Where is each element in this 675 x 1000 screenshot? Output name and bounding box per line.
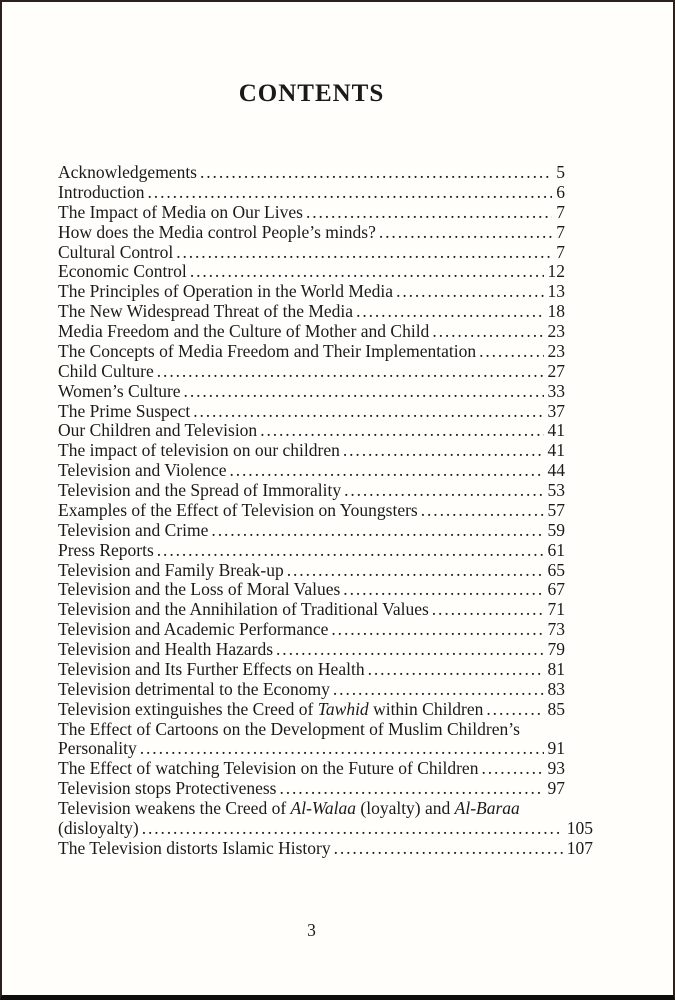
- dot-leader: [157, 541, 544, 561]
- toc-entry-title: Introduction: [58, 181, 145, 202]
- dot-leader: [343, 441, 544, 461]
- toc-row: [58, 461, 565, 481]
- toc-entry-title: Child Culture: [58, 360, 154, 381]
- toc-row: [58, 322, 565, 342]
- toc-entry-page: 18: [547, 301, 565, 322]
- toc-entry-page: 37: [547, 400, 565, 421]
- toc-row: [58, 779, 565, 799]
- dot-leader: [142, 819, 563, 839]
- page-title: CONTENTS: [238, 80, 385, 107]
- toc-entry-title: Television and Health Hazards: [58, 639, 274, 659]
- toc-entry-page: 59: [547, 519, 565, 540]
- toc-entry-title: Press Reports: [58, 539, 154, 560]
- dot-leader: [396, 282, 543, 302]
- toc-entry-title: Television extinguishes the Creed of Tawhid within Children: [58, 698, 484, 719]
- toc-row: [58, 302, 565, 322]
- toc-row: [58, 680, 565, 700]
- toc-row: [58, 759, 565, 779]
- toc-entry-page: 81: [547, 658, 565, 679]
- toc-row: [58, 580, 565, 600]
- toc-list: [58, 162, 593, 859]
- toc-row: [58, 203, 565, 223]
- toc-entry-page: 12: [547, 261, 565, 282]
- toc-row: [58, 640, 565, 660]
- dot-leader: [260, 421, 543, 441]
- toc-row: [58, 700, 565, 720]
- toc-entry-title: The Concepts of Media Freedom and Their Implementation: [58, 340, 477, 361]
- toc-row: [58, 481, 565, 501]
- dot-leader: [148, 183, 553, 203]
- page-number: 3: [307, 920, 316, 940]
- dot-leader: [334, 839, 563, 859]
- dot-leader: [343, 580, 543, 600]
- toc-row: [58, 739, 565, 759]
- toc-row: [58, 243, 565, 263]
- dot-leader: [481, 759, 543, 779]
- toc-row: [58, 402, 565, 422]
- toc-entry-page: 97: [547, 778, 565, 799]
- toc-entry-title: The Impact of Media on Our Lives: [58, 201, 303, 222]
- toc-entry-page: 67: [547, 579, 565, 600]
- dot-leader: [200, 163, 552, 183]
- toc-row: [58, 382, 565, 402]
- toc-entry-page: 83: [547, 678, 565, 699]
- dot-leader: [344, 481, 543, 501]
- toc-row: [58, 223, 565, 243]
- toc-row: [58, 441, 565, 461]
- toc-entry-page: 107: [566, 837, 593, 858]
- dot-leader: [279, 779, 543, 799]
- toc-entry-title: Our Children and Television: [58, 420, 258, 441]
- dot-leader: [276, 640, 543, 660]
- dot-leader: [287, 561, 544, 581]
- toc-row: [58, 501, 565, 521]
- toc-row: [58, 362, 565, 382]
- dot-leader: [331, 620, 543, 640]
- toc-row: [58, 660, 565, 680]
- toc-entry-title: The New Widespread Threat of the Media: [58, 301, 354, 322]
- toc-entry-title: Acknowledgements: [58, 162, 197, 182]
- toc-entry-title: The Prime Suspect: [58, 400, 191, 421]
- toc-row: [58, 561, 565, 581]
- toc-row: [58, 819, 593, 839]
- toc-entry-title: Television and the Loss of Moral Values: [58, 579, 341, 600]
- toc-entry-page: 5: [556, 162, 565, 182]
- toc-row: [58, 521, 565, 541]
- toc-entry-title: Television weakens the Creed of Al-Walaa (loyalty) and Al-Baraa: [58, 798, 520, 818]
- toc-row: [58, 421, 565, 441]
- toc-entry-title: Television and Crime: [58, 519, 209, 540]
- dot-leader: [140, 739, 544, 759]
- toc-entry-page: 6: [556, 181, 565, 202]
- toc-row: [58, 163, 565, 183]
- toc-entry-page: 53: [547, 480, 565, 500]
- toc-row: [58, 799, 565, 819]
- toc-entry-title: Television and Violence: [58, 460, 227, 481]
- dot-leader: [190, 262, 544, 282]
- toc-entry-page: 7: [556, 201, 565, 222]
- toc-entry-page: 41: [547, 420, 565, 441]
- toc-entry-page: 91: [547, 738, 565, 759]
- toc-entry-title: The Principles of Operation in the World Media: [58, 281, 394, 302]
- toc-entry-page: 13: [547, 281, 565, 302]
- toc-entry-page: 23: [547, 321, 565, 341]
- toc-row: [58, 541, 565, 561]
- dot-leader: [356, 302, 543, 322]
- toc-entry-title: Economic Control: [58, 261, 187, 282]
- toc-entry-title: The Television distorts Islamic History: [58, 837, 331, 858]
- toc-row: [58, 183, 565, 203]
- toc-entry-title: Television and the Annihilation of Traditional Values: [58, 599, 429, 620]
- toc-row: [58, 839, 593, 859]
- toc-entry-page: 7: [556, 221, 565, 242]
- toc-entry-page: 27: [547, 360, 565, 381]
- toc-entry-page: 85: [547, 698, 565, 719]
- dot-leader: [368, 660, 544, 680]
- toc-entry-title: Media Freedom and the Culture of Mother and Child: [58, 321, 430, 341]
- toc-entry-title: Personality: [58, 738, 137, 759]
- toc-entry-title: The Effect of Cartoons on the Development of Muslim Children’s: [58, 718, 520, 739]
- toc-entry-title: The Effect of watching Television on the Future of Children: [58, 758, 479, 779]
- toc-entry-title: Television stops Protectiveness: [58, 778, 277, 799]
- toc-entry-title: (disloyalty): [58, 817, 139, 838]
- toc-entry-page: 23: [547, 340, 565, 361]
- dot-leader: [486, 700, 543, 720]
- toc-entry-page: 41: [547, 440, 565, 461]
- dot-leader: [333, 680, 544, 700]
- toc-entry-page: 61: [547, 539, 565, 560]
- dot-leader: [184, 382, 544, 402]
- dot-leader: [432, 322, 543, 342]
- dot-leader: [479, 342, 543, 362]
- toc-entry-page: 33: [547, 380, 565, 401]
- dot-leader: [379, 223, 552, 243]
- toc-entry-page: 93: [547, 758, 565, 779]
- toc-entry-title: Cultural Control: [58, 241, 174, 262]
- toc-entry-title: Television and the Spread of Immorality: [58, 480, 342, 500]
- toc-row: [58, 262, 565, 282]
- dot-leader: [229, 461, 543, 481]
- toc-entry-title: Television and Academic Performance: [58, 619, 329, 640]
- dot-leader: [306, 203, 552, 223]
- toc-entry-title: Television and Family Break-up: [58, 559, 284, 580]
- toc-entry-title: Television detrimental to the Economy: [58, 678, 330, 699]
- toc-entry-title: How does the Media control People’s minds?: [58, 221, 376, 242]
- toc-entry-page: 44: [547, 460, 565, 481]
- toc-entry-title: Women’s Culture: [58, 380, 181, 401]
- toc-entry-page: 57: [547, 499, 565, 520]
- toc-entry-title: The impact of television on our children: [58, 440, 340, 461]
- toc-row: [58, 600, 565, 620]
- toc-row: [58, 720, 565, 740]
- toc-entry-page: 71: [547, 599, 565, 620]
- dot-leader: [432, 600, 544, 620]
- dot-leader: [421, 501, 544, 521]
- toc-row: [58, 342, 565, 362]
- toc-entry-page: 7: [556, 241, 565, 262]
- toc-entry-title: Television and Its Further Effects on Health: [58, 658, 365, 679]
- dot-leader: [157, 362, 544, 382]
- dot-leader: [211, 521, 543, 541]
- dot-leader: [193, 402, 543, 422]
- toc-entry-page: 105: [566, 817, 593, 838]
- toc-entry-title: Examples of the Effect of Television on Youngsters: [58, 499, 418, 520]
- toc-entry-page: 65: [547, 559, 565, 580]
- toc-row: [58, 620, 565, 640]
- dot-leader: [176, 243, 552, 263]
- toc-row: [58, 282, 565, 302]
- toc-entry-page: 79: [547, 639, 565, 659]
- toc-entry-page: 73: [547, 619, 565, 640]
